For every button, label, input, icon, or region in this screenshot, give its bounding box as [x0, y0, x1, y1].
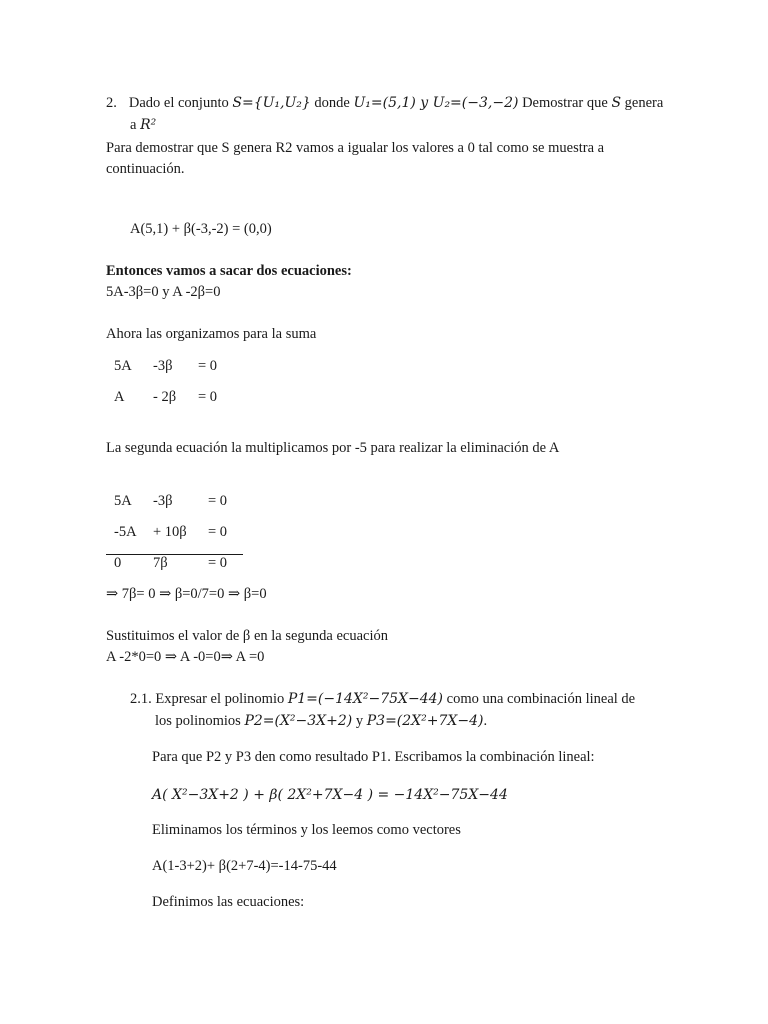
vector-line: A(1-3+2)+ β(2+7-4)=-14-75-44	[152, 858, 337, 874]
genera-text: genera	[621, 95, 664, 111]
section-2-line-1	[106, 94, 663, 112]
a-result: A -2*0=0 ⇒ A -0=0⇒ A =0	[106, 649, 265, 665]
system2-cell: + 10β	[153, 524, 187, 540]
s-variable: S	[611, 95, 622, 111]
period: .	[483, 713, 488, 729]
system2-cell: 5A	[114, 493, 132, 509]
section-2-line-2	[130, 116, 156, 134]
system1-cell: 5A	[114, 358, 132, 374]
combination-expression: A( X²−3X+2 ) + β( 2X²+7X−4 ) = −14X²−75X−44	[152, 787, 508, 803]
substitute-line: Sustituimos el valor de β en la segunda ecuación	[106, 628, 388, 644]
donde-text: donde	[310, 95, 354, 111]
system2-cell: -5A	[114, 524, 137, 540]
p2-expression: P2=(X²−3X+2)	[244, 713, 353, 729]
system1-cell: = 0	[198, 358, 218, 374]
combination-equation	[152, 786, 508, 804]
demostrar-text: Demostrar que	[518, 95, 612, 111]
u2-expression: U₂=(−3,−2)	[432, 95, 519, 111]
eliminate-line: Eliminamos los términos y los leemos como vectores	[152, 822, 461, 838]
a-text: a	[130, 117, 141, 133]
p2-p3-paragraph: Para que P2 y P3 den como resultado P1. Escribamos la combinación lineal:	[152, 749, 595, 765]
multiply-line: La segunda ecuación la multiplicamos por -5 para realizar la eliminación de A	[106, 440, 560, 456]
equations-line: 5A-3β=0 y A -2β=0	[106, 284, 221, 300]
beta-result: ⇒ 7β= 0 ⇒ β=0/7=0 ⇒ β=0	[106, 586, 267, 602]
section-2-1-line-2	[155, 712, 487, 730]
combination-text: como una combinación lineal de	[443, 691, 636, 707]
p1-expression: P1=(−14X²−75X−44)	[287, 691, 444, 707]
paragraph-line: Para demostrar que S genera R2 vamos a igualar los valores a 0 tal como se muestra a	[106, 140, 605, 156]
system2-cell: = 0	[208, 493, 228, 509]
main-equation: A(5,1) + β(-3,-2) = (0,0)	[130, 221, 272, 237]
intro-text: Dado el conjunto	[128, 95, 233, 111]
system2-cell: 7β	[153, 555, 168, 571]
set-expression: S={U₁,U₂}	[232, 95, 311, 111]
u1-expression: U₁=(5,1)	[353, 95, 416, 111]
section-2-1-line-1	[130, 690, 635, 708]
system1-cell: = 0	[198, 389, 218, 405]
system2-cell: 0	[114, 555, 122, 571]
define-line: Definimos las ecuaciones:	[152, 894, 305, 910]
system2-cell: -3β	[153, 493, 173, 509]
organize-line: Ahora las organizamos para la suma	[106, 326, 317, 342]
equations-heading: Entonces vamos a sacar dos ecuaciones:	[106, 263, 352, 279]
system1-cell: - 2β	[153, 389, 177, 405]
section-number: 2.1.	[130, 691, 152, 707]
system2-cell: = 0	[208, 555, 228, 571]
polinomios-text: los polinomios	[155, 713, 245, 729]
system1-cell: A	[114, 389, 125, 405]
system2-cell: = 0	[208, 524, 228, 540]
y-text: y	[352, 713, 367, 729]
section-number: 2.	[106, 95, 117, 111]
system1-cell: -3β	[153, 358, 173, 374]
r2-expression: R²	[140, 117, 157, 133]
expresar-text: Expresar el polinomio	[151, 691, 288, 707]
paragraph-line: continuación.	[106, 161, 185, 177]
y-text: y	[415, 95, 433, 111]
p3-expression: P3=(2X²+7X−4)	[366, 713, 484, 729]
